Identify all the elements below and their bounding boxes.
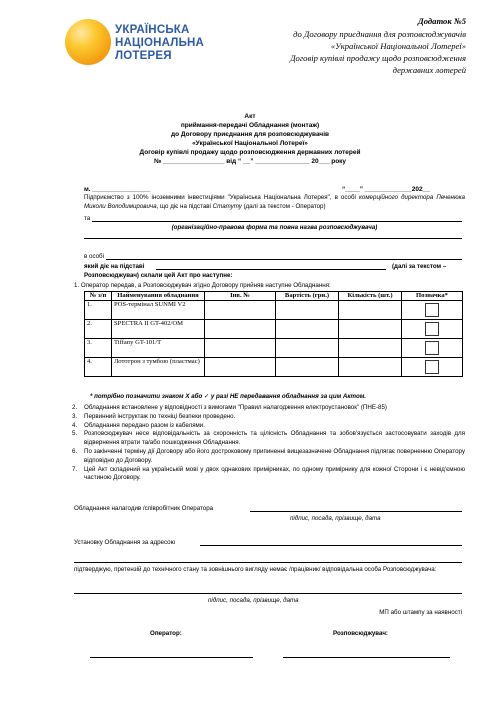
row-number: 3. xyxy=(85,338,112,357)
inv-cell[interactable] xyxy=(205,300,276,319)
item-number: 7. xyxy=(72,465,78,473)
item-text: Цей Акт складений на українській мові у двох однакових примірниках, по одному примірнику для кожної Сторони і є невід'ємною частиною Договору. xyxy=(84,465,465,482)
col-header-number: № з/п xyxy=(85,292,112,301)
install-address-label: Установку Обладнання за адресою xyxy=(74,539,176,546)
acts-on-alias-2: Розповсюджувач) склали цей Акт про наступне: xyxy=(84,272,233,279)
col-header-inv: Інв. № xyxy=(205,292,276,301)
header-line-2: до Договору приєднання для розповсюджувачів xyxy=(293,29,466,39)
list-item xyxy=(72,430,465,448)
mark-checkbox[interactable] xyxy=(425,360,439,374)
acts-on-basis-line[interactable] xyxy=(156,269,386,270)
cost-cell[interactable] xyxy=(276,357,339,376)
lottery-logo-icon xyxy=(65,19,111,65)
mark-checkbox[interactable] xyxy=(425,303,439,317)
item-number: 2. xyxy=(72,404,78,411)
item-number: 5. xyxy=(72,430,78,438)
intro-operator-alias: (далі за текстом - Оператор) xyxy=(243,202,326,210)
header-line-4: Договір купівлі продажу щодо розповсюдження xyxy=(290,53,466,63)
list-item xyxy=(72,465,465,484)
row-equipment-name: SPECTRA II GT-402/OM xyxy=(112,319,205,338)
install-address-line[interactable] xyxy=(200,545,462,546)
distributor-name-line[interactable] xyxy=(92,221,462,222)
annex-number: Додаток №5 xyxy=(417,16,466,26)
cost-cell[interactable] xyxy=(276,300,339,319)
mark-cell xyxy=(402,300,463,319)
act-subtitle: приймання-передачі Обладнання (монтаж) xyxy=(180,122,320,129)
table-row xyxy=(85,300,463,319)
intro-basis: , що діє на підставі xyxy=(156,202,211,210)
row-equipment-name: Лототрон з тумбою (пластмас) xyxy=(112,357,205,376)
operator-label: Оператор: xyxy=(150,630,182,637)
item-number: 4. xyxy=(72,421,78,429)
confirm-text: підтверджую, претензій до технічного стану та зовнішнього вигляду немає /працівник/ відповідальна особа Розповсюджувача: xyxy=(74,566,437,573)
inv-cell[interactable] xyxy=(205,338,276,357)
row-number: 1. xyxy=(85,300,112,319)
logo-line-1: УКРАЇНСЬКА xyxy=(115,24,190,36)
item-number: 6. xyxy=(72,447,78,455)
act-title-line-5: Договір купівлі продажу щодо розповсюдження державних лотерей xyxy=(139,149,361,156)
terms-list xyxy=(72,404,465,483)
cost-cell[interactable] xyxy=(276,338,339,357)
acts-on-alias: (далі за текстом – xyxy=(392,263,447,270)
intro-text: Підприємство з 100% іноземними інвестиціями "Українська Національна Лотерея", в особі xyxy=(84,194,356,201)
mark-cell xyxy=(402,357,463,376)
header-line-3: «Української Національної Лотереї» xyxy=(330,41,466,51)
inv-cell[interactable] xyxy=(205,357,276,376)
mark-cell xyxy=(402,319,463,338)
city-field[interactable]: м. ________________ xyxy=(84,186,151,193)
row-equipment-name: Tiffany GT-101/T xyxy=(112,338,205,357)
item-1: 1. Оператор передав, а Розповсюджувач згідно Договору прийняв наступне Обладнання: xyxy=(74,282,331,289)
qty-cell[interactable] xyxy=(339,338,402,357)
col-header-name: Найменування обладнання xyxy=(112,292,205,301)
statute-word: Статуту xyxy=(212,202,242,210)
col-header-qty: Кількість (шт.) xyxy=(339,292,402,301)
qty-cell[interactable] xyxy=(339,319,402,338)
director-name: комерційного директора Печенюка Миколи Володимировича xyxy=(84,194,465,210)
signature-hint-1: підпис, посада, прізвище, дата xyxy=(290,515,381,522)
responsible-person-line[interactable] xyxy=(74,593,462,594)
col-header-mark: Позначка* xyxy=(402,292,463,301)
logo-line-2: НАЦІОНАЛЬНА xyxy=(115,37,205,49)
list-item xyxy=(72,447,465,466)
mark-checkbox[interactable] xyxy=(425,341,439,355)
table-footnote: * потрібно позначити знаком Х або ✓ у разі НЕ передавання обладнання за цим Актом. xyxy=(90,393,367,400)
item-text: Первинний інструктаж по техніці безпеки проведено. xyxy=(84,412,236,420)
in-person-label: в особі xyxy=(84,253,104,260)
row-number: 2. xyxy=(85,319,112,338)
cost-cell[interactable] xyxy=(276,319,339,338)
item-text: По закінченні терміну дії Договору або його достроковому припиненні вищезазначене Обладнання підлягає поверненню Оператору відповідно до Договору. xyxy=(84,447,465,464)
qty-cell[interactable] xyxy=(339,300,402,319)
intro-paragraph xyxy=(84,194,465,211)
row-equipment-name: POS-термінал SUNMI V2 xyxy=(112,300,205,319)
table-header-row xyxy=(85,292,463,301)
date-field[interactable]: “____” _____________202__ xyxy=(342,186,430,193)
adjusted-by-line[interactable] xyxy=(250,511,462,512)
table-row xyxy=(85,338,463,357)
act-title-line-4: «Української Національної Лотереї» xyxy=(192,140,308,147)
list-item xyxy=(72,412,465,422)
distributor-name-line-2[interactable] xyxy=(84,238,462,239)
org-form-hint: (організаційно-правова форма та повна назва розповсюджувача) xyxy=(171,224,378,231)
in-person-line[interactable] xyxy=(106,259,462,260)
qty-cell[interactable] xyxy=(339,357,402,376)
act-title-line-3: до Договору приєднання для розповсюджувачів xyxy=(171,131,329,138)
mark-checkbox[interactable] xyxy=(425,322,439,336)
act-number-date: № _________________ від “ __” _______________ 20___ року xyxy=(153,158,347,165)
header-line-5: державних лотерей xyxy=(392,65,466,75)
item-number: 3. xyxy=(72,412,78,420)
operator-signature-line[interactable] xyxy=(90,657,253,658)
stamp-label: МП або штампу за наявності xyxy=(379,609,462,616)
distributor-signature-line[interactable] xyxy=(283,657,450,658)
equipment-table xyxy=(84,291,463,377)
mark-cell xyxy=(402,338,463,357)
distributor-label: Розповсюджувач: xyxy=(333,630,388,637)
table-row xyxy=(85,357,463,376)
adjusted-by-label: Обладнання налагодив /співробітник Оператора xyxy=(74,505,214,512)
list-item xyxy=(72,404,465,413)
and-label: та xyxy=(84,215,91,222)
acts-on-label: який діє на підставі xyxy=(84,263,145,270)
act-title: Акт xyxy=(244,113,256,120)
item-text: Обладнання встановлене у відповідності з вимогами "Правил налагодження електроустановок" (ПНЕ-85) xyxy=(84,404,387,411)
row-number: 4. xyxy=(85,357,112,376)
install-address-line-2[interactable] xyxy=(74,562,462,563)
item-text: Обладнання передано разом із кабелями. xyxy=(84,421,205,429)
inv-cell[interactable] xyxy=(205,319,276,338)
list-item xyxy=(72,421,465,431)
col-header-cost: Вартість (грн.) xyxy=(276,292,339,301)
signature-hint-2: підпис, посада, прізвище, дата xyxy=(208,597,299,604)
logo-line-3: ЛОТЕРЕЯ xyxy=(115,50,172,62)
table-row xyxy=(85,319,463,338)
item-text: Розповсюджувач несе відповідальність за схоронність та цілісність Обладнання та зобов'язується застосовувати заходів для відвернення втрати та/або пошкодження Обладнання. xyxy=(84,430,465,447)
